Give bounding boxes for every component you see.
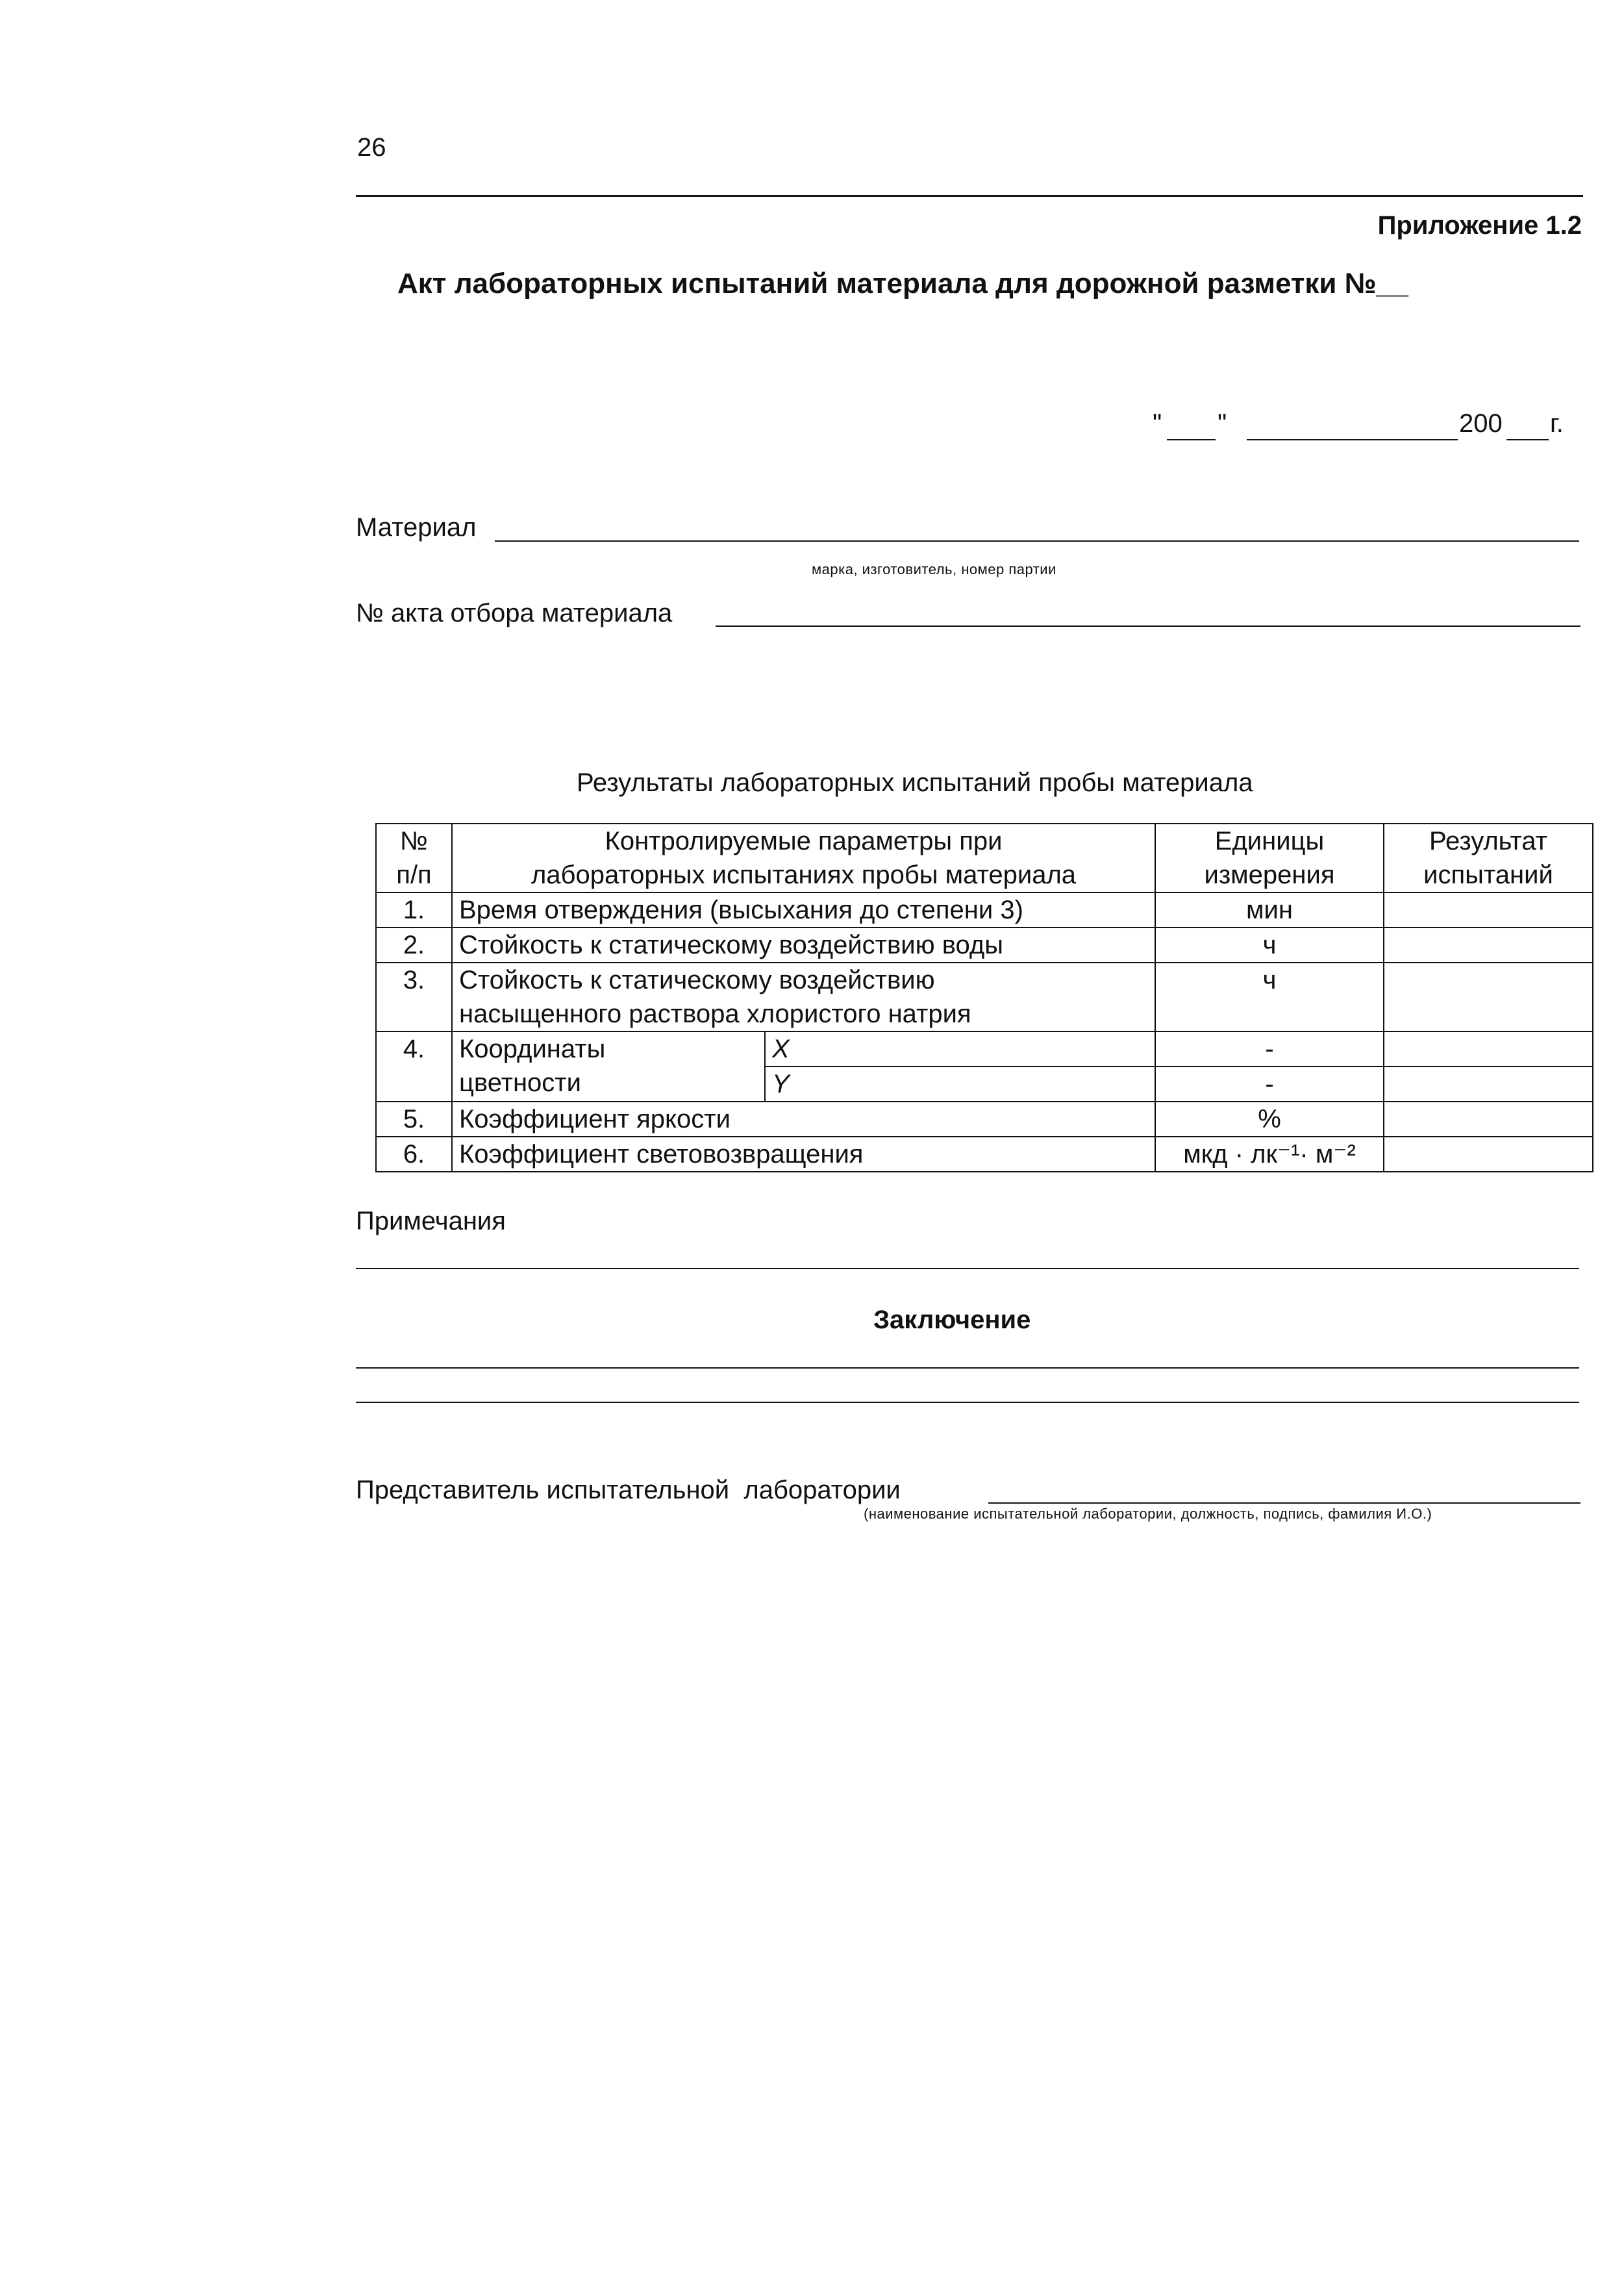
header-rule: [356, 195, 1583, 197]
row-unit: %: [1155, 1102, 1384, 1137]
row-param: [452, 963, 1155, 1031]
row-num: 2.: [376, 928, 452, 963]
representative-label: Представитель испытательной лаборатории: [356, 1476, 901, 1504]
row-param: Время отверждения (высыхания до степени 3): [452, 892, 1155, 928]
header-num-line1: №: [400, 827, 428, 855]
row-param-line1: Стойкость к статическому воздействию: [459, 966, 935, 994]
table-row: [376, 1031, 1593, 1067]
header-num-line2: п/п: [396, 861, 432, 889]
year-blank: [1506, 439, 1549, 440]
header-result-line1: Результат: [1429, 827, 1547, 855]
page-number: 26: [357, 133, 386, 162]
appendix-label: Приложение 1.2: [1377, 211, 1582, 240]
header-result-line2: испытаний: [1423, 861, 1553, 889]
header-unit-line2: измерения: [1204, 861, 1335, 889]
year-prefix: 200: [1459, 409, 1503, 438]
row-unit: ч: [1155, 963, 1384, 1031]
row-num: 1.: [376, 892, 452, 928]
row-unit: -: [1155, 1067, 1384, 1102]
table-header-row: [376, 824, 1593, 892]
table-row: [376, 1137, 1593, 1172]
row-unit: мкд · лк⁻¹· м⁻²: [1155, 1137, 1384, 1172]
coord-y: Y: [765, 1067, 1155, 1102]
row-result: [1384, 892, 1593, 928]
header-num: [376, 824, 452, 892]
date-quote-close: ": [1218, 409, 1227, 438]
row-param-line1: Координаты: [459, 1035, 606, 1063]
conclusion-blank-2: [356, 1402, 1579, 1403]
table-row: [376, 963, 1593, 1031]
row-unit: -: [1155, 1031, 1384, 1067]
notes-label: Примечания: [356, 1207, 506, 1235]
row-num: 5.: [376, 1102, 452, 1137]
notes-blank: [356, 1268, 1579, 1269]
results-table: [375, 823, 1593, 1172]
table-row: [376, 1102, 1593, 1137]
header-unit: [1155, 824, 1384, 892]
header-result: [1384, 824, 1593, 892]
row-result: [1384, 1137, 1593, 1172]
row-param: Коэффициент световозвращения: [452, 1137, 1155, 1172]
material-blank: [495, 540, 1579, 542]
row-param: Коэффициент яркости: [452, 1102, 1155, 1137]
date-quote-open: ": [1153, 409, 1162, 438]
row-param-line2: цветности: [459, 1068, 581, 1097]
conclusion-label: Заключение: [873, 1306, 1031, 1334]
results-heading: Результаты лабораторных испытаний пробы материала: [577, 768, 1253, 797]
row-unit: ч: [1155, 928, 1384, 963]
row-num: 4.: [376, 1031, 452, 1102]
row-num: 6.: [376, 1137, 452, 1172]
row-param-line2: насыщенного раствора хлористого натрия: [459, 1000, 971, 1028]
row-num: 3.: [376, 963, 452, 1031]
document-title: Акт лабораторных испытаний материала для дорожной разметки №__: [397, 268, 1408, 299]
coord-x: X: [765, 1031, 1155, 1067]
row-param: [452, 1031, 765, 1102]
table-row: [376, 928, 1593, 963]
material-caption: марка, изготовитель, номер партии: [812, 561, 1056, 577]
row-result: [1384, 1102, 1593, 1137]
row-result: [1384, 1031, 1593, 1067]
table-row: [376, 892, 1593, 928]
representative-blank: [988, 1502, 1580, 1504]
row-result: [1384, 928, 1593, 963]
year-suffix: г.: [1550, 409, 1564, 438]
header-param: [452, 824, 1155, 892]
row-unit: мин: [1155, 892, 1384, 928]
month-blank: [1247, 439, 1458, 440]
row-param: Стойкость к статическому воздействию воды: [452, 928, 1155, 963]
sampling-act-label: № акта отбора материала: [356, 599, 673, 627]
material-label: Материал: [356, 513, 477, 542]
header-param-line2: лабораторных испытаниях пробы материала: [531, 861, 1077, 889]
sampling-act-blank: [716, 625, 1580, 627]
date-line: [1153, 409, 1581, 448]
representative-caption: (наименование испытательной лаборатории, должность, подпись, фамилия И.О.): [864, 1506, 1432, 1522]
day-blank: [1167, 439, 1216, 440]
header-param-line1: Контролируемые параметры при: [605, 827, 1003, 855]
header-unit-line1: Единицы: [1214, 827, 1325, 855]
row-result: [1384, 963, 1593, 1031]
conclusion-blank-1: [356, 1367, 1579, 1369]
row-result: [1384, 1067, 1593, 1102]
